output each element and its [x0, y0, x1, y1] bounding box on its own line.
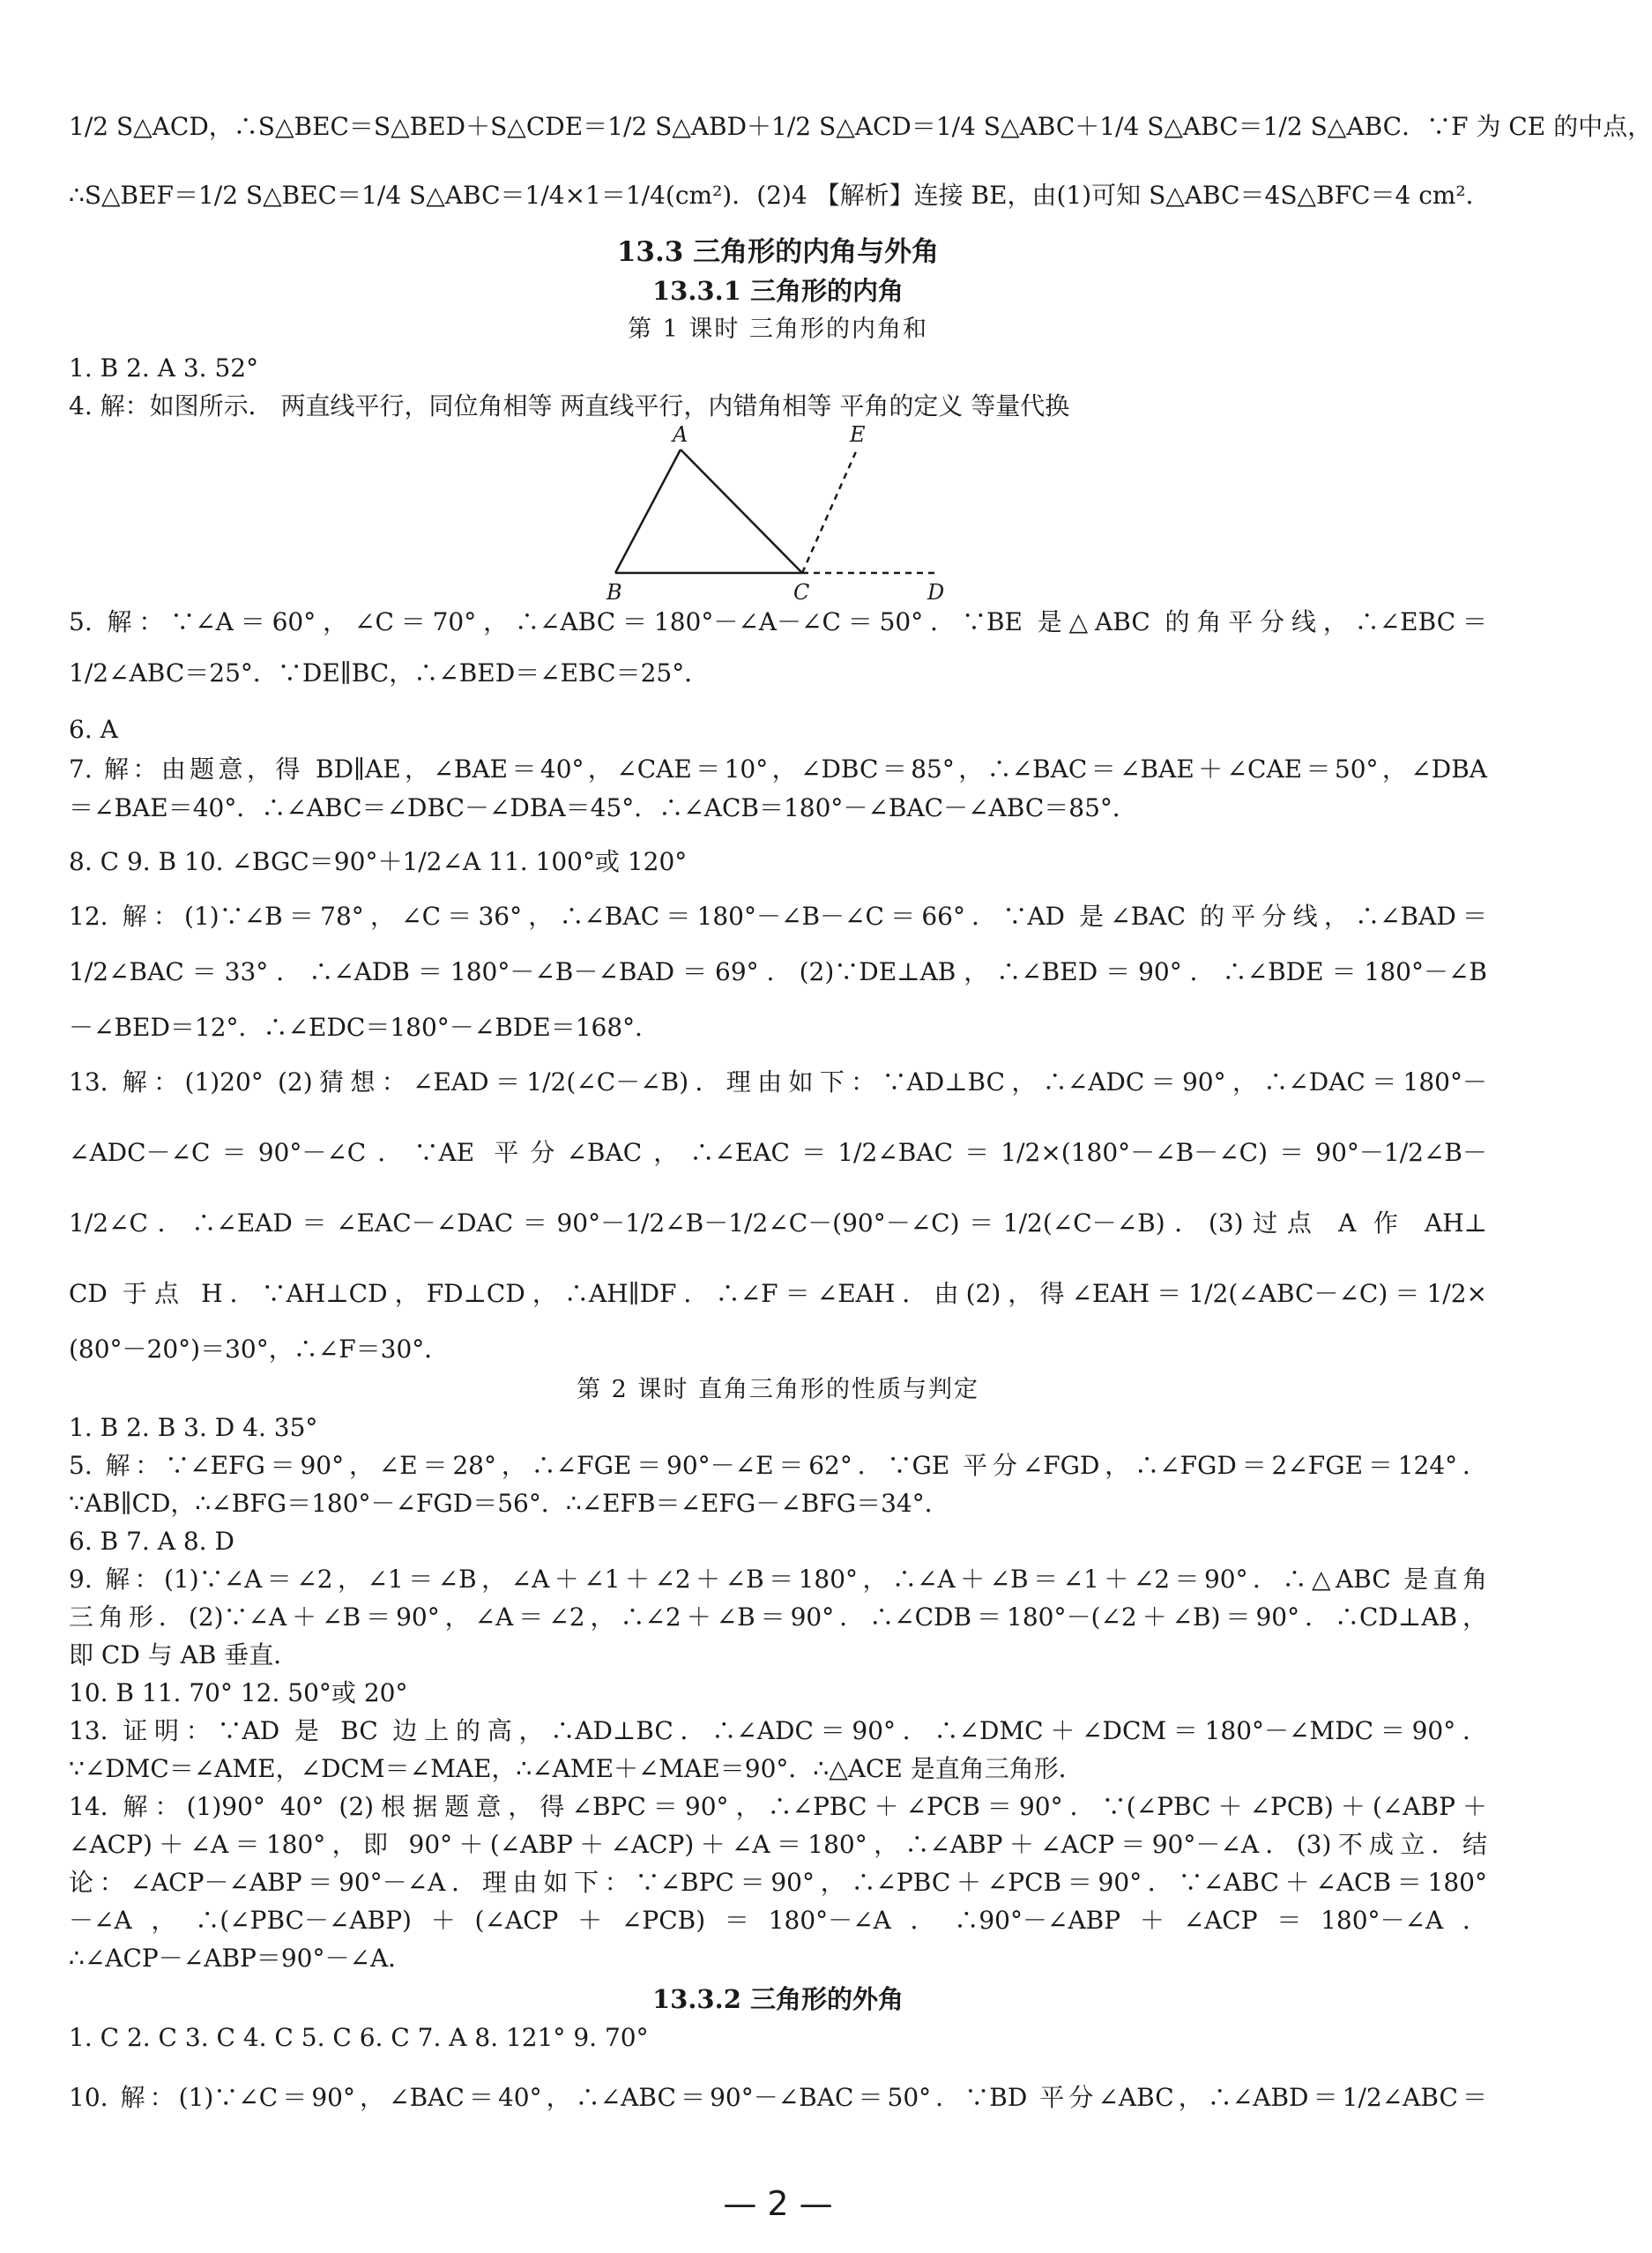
text-line: 5. 解：∵∠A＝60°，∠C＝70°，∴∠ABC＝180°－∠A－∠C＝50°．∵BE 是△ABC 的角平分线，∴∠EBC＝ [69, 607, 1487, 636]
text-line: CD 于点 H．∵AH⊥CD，FD⊥CD，∴AH∥DF．∴∠F＝∠EAH．由(2)，得∠EAH＝1/2(∠ABC－∠C)＝1/2× [69, 1279, 1487, 1308]
text-line: 1. C 2. C 3. C 4. C 5. C 6. C 7. A 8. 121° 9. 70° [69, 2023, 649, 2052]
text-line: 1. B 2. B 3. D 4. 35° [69, 1413, 318, 1442]
ray-ce-dashed [802, 450, 857, 573]
text-line: 5. 解：∵∠EFG＝90°，∠E＝28°，∴∠FGE＝90°－∠E＝62°．∵GE 平分∠FGD，∴∠FGD＝2∠FGE＝124°． [69, 1451, 1487, 1480]
text-line: 13. 证明：∵AD 是 BC 边上的高，∴AD⊥BC．∴∠ADC＝90°．∴∠DMC＋∠DCM＝180°－∠MDC＝90°． [69, 1716, 1487, 1745]
text-line: ∠ACP)＋∠A＝180°，即 90°＋(∠ABP＋∠ACP)＋∠A＝180°，∴∠ABP＋∠ACP＝90°－∠A．(3)不成立．结 [69, 1830, 1487, 1859]
text-line: －∠BED＝12°．∴∠EDC＝180°－∠BDE＝168°． [69, 1013, 660, 1042]
text-line: ∵∠DMC＝∠AME，∠DCM＝∠MAE，∴∠AME＋∠MAE＝90°．∴△ACE 是直角三角形． [69, 1754, 1083, 1783]
text-line: 即 CD 与 AB 垂直． [69, 1640, 299, 1669]
text-line: ∠ADC－∠C＝90°－∠C．∵AE 平分∠BAC，∴∠EAC＝1/2∠BAC＝1/2×(180°－∠B－∠C)＝90°－1/2∠B－ [69, 1138, 1487, 1167]
text-line: ∴∠ACP－∠ABP＝90°－∠A． [69, 1944, 413, 1973]
lesson-title: 第 1 课时 三角形的内角和 [628, 316, 928, 343]
text-line: 1/2 S△ACD，∴S△BEC＝S△BED＋S△CDE＝1/2 S△ABD＋1/2 S△ACD＝1/4 S△ABC＋1/4 S△ABC＝1/2 S△ABC．∵F 为 CE 的中点， [69, 112, 1652, 141]
text-line: 13. 解：(1)20° (2)猜想：∠EAD＝1/2(∠C－∠B)．理由如下：∵AD⊥BC，∴∠ADC＝90°，∴∠DAC＝180°－ [69, 1067, 1487, 1097]
text-line: ∴S△BEF＝1/2 S△BEC＝1/4 S△ABC＝1/4×1＝1/4(cm²)．(2)4 【解析】连接 BE，由(1)可知 S△ABC＝4S△BFC＝4 cm²． [69, 181, 1491, 210]
segment-ab [615, 450, 681, 573]
subsection-title: 13.3.1 三角形的内角 [651, 276, 904, 306]
text-line: ∵AB∥CD，∴∠BFG＝180°－∠FGD＝56°．∴∠EFB＝∠EFG－∠BFG＝34°． [69, 1489, 949, 1518]
text-line: 8. C 9. B 10. ∠BGC＝90°＋1/2∠A 11. 100°或 120° [69, 847, 688, 876]
text-line: 12. 解：(1)∵∠B＝78°，∠C＝36°，∴∠BAC＝180°－∠B－∠C＝66°．∵AD 是∠BAC 的平分线，∴∠BAD＝ [69, 902, 1487, 931]
text-line: ＝∠BAE＝40°．∴∠ABC＝∠DBC－∠DBA＝45°．∴∠ACB＝180°－∠BAC－∠ABC＝85°． [69, 793, 1137, 822]
page-number-footer: — 2 — [723, 2184, 833, 2223]
text-line: 1/2∠BAC＝33°．∴∠ADB＝180°－∠B－∠BAD＝69°．(2)∵DE⊥AB，∴∠BED＝90°．∴∠BDE＝180°－∠B [69, 957, 1487, 986]
text-line: 7. 解：由题意，得 BD∥AE，∠BAE＝40°，∠CAE＝10°，∠DBC＝85°，∴∠BAC＝∠BAE＋∠CAE＝50°，∠DBA [69, 755, 1487, 784]
text-line: 三角形．(2)∵∠A＋∠B＝90°，∠A＝∠2，∴∠2＋∠B＝90°．∴∠CDB＝180°－(∠2＋∠B)＝90°．∴CD⊥AB， [69, 1602, 1487, 1632]
text-line: (80°－20°)＝30°，∴∠F＝30°． [69, 1335, 450, 1364]
text-line: 1. B 2. A 3. 52° [69, 353, 259, 383]
text-line: －∠A，∴(∠PBC－∠ABP)＋(∠ACP＋∠PCB)＝180°－∠A．∴90°－∠ABP＋∠ACP＝180°－∠A． [69, 1906, 1487, 1935]
text-line: 1/2∠ABC＝25°．∵DE∥BC，∴∠BED＝∠EBC＝25°． [69, 658, 710, 688]
text-line: 1/2∠C．∴∠EAD＝∠EAC－∠DAC＝90°－1/2∠B－1/2∠C－(90°－∠C)＝1/2(∠C－∠B)．(3)过点 A 作 AH⊥ [69, 1208, 1487, 1238]
section-title: 13.3 三角形的内角与外角 [616, 236, 940, 268]
text-line: 论：∠ACP－∠ABP＝90°－∠A．理由如下：∵∠BPC＝90°，∴∠PBC＋∠PCB＝90°．∵∠ABC＋∠ACB＝180° [69, 1868, 1487, 1897]
text-line: 14. 解：(1)90° 40° (2)根据题意，得∠BPC＝90°，∴∠PBC＋∠PCB＝90°．∵(∠PBC＋∠PCB)＋(∠ABP＋ [69, 1792, 1487, 1821]
text-line: 6. A [69, 715, 118, 744]
lesson-title: 第 2 课时 直角三角形的性质与判定 [577, 1376, 979, 1403]
text-line: 10. B 11. 70° 12. 50°或 20° [69, 1678, 408, 1707]
text-line: 9. 解：(1)∵∠A＝∠2，∠1＝∠B，∠A＋∠1＋∠2＋∠B＝180°，∴∠A＋∠B＝∠1＋∠2＝90°．∴△ABC 是直角 [69, 1565, 1487, 1594]
subsection-title: 13.3.2 三角形的外角 [651, 1984, 904, 2014]
segment-ac [681, 450, 802, 573]
text-line: 4. 解：如图所示． 两直线平行，同位角相等 两直线平行，内错角相等 平角的定义 等量代换 [69, 391, 1070, 420]
point-label-e: E [850, 422, 866, 447]
point-label-c: C [793, 580, 810, 605]
page-number: 2 [767, 2184, 789, 2223]
triangle-figure [582, 423, 970, 608]
point-label-d: D [927, 580, 945, 605]
text-line: 6. B 7. A 8. D [69, 1527, 234, 1556]
text-line: 10. 解：(1)∵∠C＝90°，∠BAC＝40°，∴∠ABC＝90°－∠BAC＝50°．∵BD 平分∠ABC，∴∠ABD＝1/2∠ABC＝ [69, 2083, 1487, 2112]
point-label-a: A [673, 422, 688, 447]
point-label-b: B [606, 580, 622, 605]
